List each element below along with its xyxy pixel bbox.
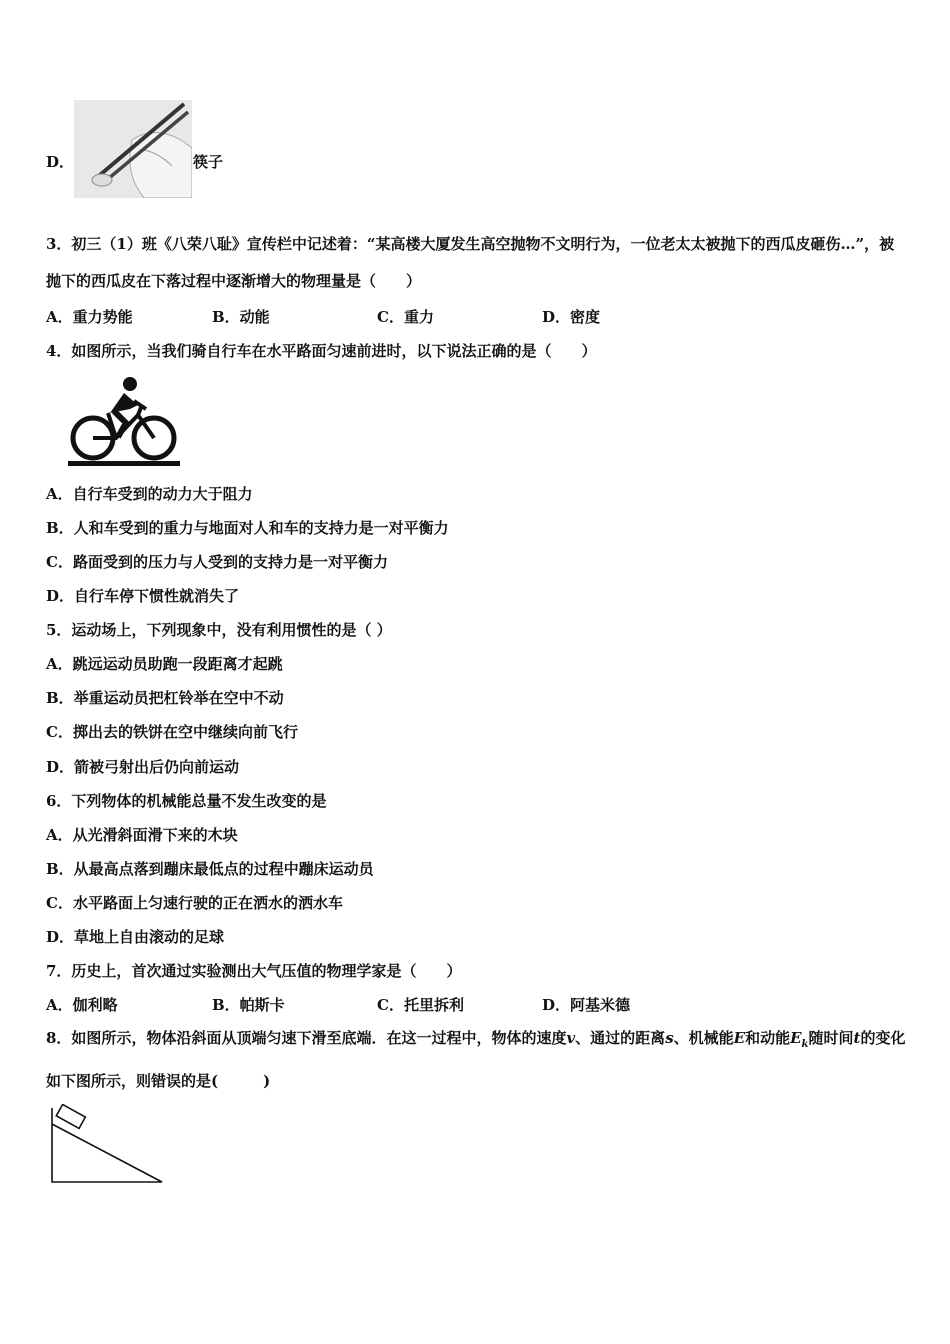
- q5-question-text: 5．运动场上，下列现象中，没有利用惯性的是（ ）: [46, 621, 392, 639]
- q6-option-a: A．从光滑斜面滑下来的木块: [46, 826, 238, 844]
- q4-option-b: B．人和车受到的重力与地面对人和车的支持力是一对平衡力: [46, 519, 449, 537]
- q8-text-part2: 、通过的距离: [575, 1029, 666, 1047]
- q6-option-c: C．水平路面上匀速行驶的正在洒水的洒水车: [46, 894, 343, 912]
- q8-text-part1: 8．如图所示，物体沿斜面从顶端匀速下滑至底端．在这一过程中，物体的速度: [46, 1029, 567, 1047]
- q3-option-d: D．密度: [542, 308, 601, 326]
- q8-text-part6: 的变化如下图所示，则错误的是( ): [46, 1029, 906, 1090]
- q8-var-s: s: [665, 1029, 674, 1047]
- q7-option-b: B．帕斯卡: [212, 996, 285, 1014]
- q8-text-part4: 和动能: [745, 1029, 791, 1047]
- q7-question-text: 7．历史上，首次通过实验测出大气压值的物理学家是（ ）: [46, 962, 462, 980]
- cyclist-image: [66, 375, 182, 469]
- q2-option-d-text: 筷子: [193, 153, 224, 171]
- q8-text-part5: 随时间: [808, 1029, 854, 1047]
- q8-var-e: E: [733, 1029, 746, 1047]
- q7-option-a: A．伽利略: [46, 996, 118, 1014]
- q8-var-ek-subscript: k: [801, 1039, 809, 1050]
- q6-option-d: D．草地上自由滚动的足球: [46, 928, 225, 946]
- q4-option-a: A．自行车受到的动力大于阻力: [46, 485, 253, 503]
- q4-option-c: C．路面受到的压力与人受到的支持力是一对平衡力: [46, 553, 388, 571]
- q4-question-text: 4．如图所示，当我们骑自行车在水平路面匀速前进时，以下说法正确的是（ ）: [46, 342, 597, 360]
- q3-question-text: 3．初三（1）班《八荣八耻》宣传栏中记述着：“某高楼大厦发生高空抛物不文明行为，一位老太太被抛下的西瓜皮砸伤…”，被抛下的西瓜皮在下落过程中逐渐增大的物理量是（ ）: [46, 235, 895, 290]
- q5-option-a: A．跳远运动员助跑一段距离才起跳: [46, 655, 283, 673]
- q5-option-b: B．举重运动员把杠铃举在空中不动: [46, 689, 284, 707]
- q4-option-d: D．自行车停下惯性就消失了: [46, 587, 240, 605]
- chopsticks-hand-image: [74, 100, 192, 198]
- q7-option-c: C．托里拆利: [377, 996, 464, 1014]
- q2-option-d-letter: D．: [46, 153, 75, 171]
- q6-question-text: 6．下列物体的机械能总量不发生改变的是: [46, 792, 327, 810]
- q3-option-c: C．重力: [377, 308, 434, 326]
- q6-option-b: B．从最高点落到蹦床最低点的过程中蹦床运动员: [46, 860, 374, 878]
- q5-option-d: D．箭被弓射出后仍向前运动: [46, 758, 240, 776]
- q8-text-part3: 、机械能: [673, 1029, 734, 1047]
- q8-var-ek: E: [790, 1029, 802, 1047]
- q8-question-text: [46, 1020, 908, 1100]
- q8-var-v: v: [566, 1029, 576, 1047]
- q7-option-d: D．阿基米德: [542, 996, 631, 1014]
- q3-option-a: A．重力势能: [46, 308, 133, 326]
- incline-block-diagram: [48, 1104, 166, 1186]
- q3-option-b: B．动能: [212, 308, 270, 326]
- q8-var-t: t: [853, 1029, 861, 1047]
- q5-option-c: C．掷出去的铁饼在空中继续向前飞行: [46, 723, 298, 741]
